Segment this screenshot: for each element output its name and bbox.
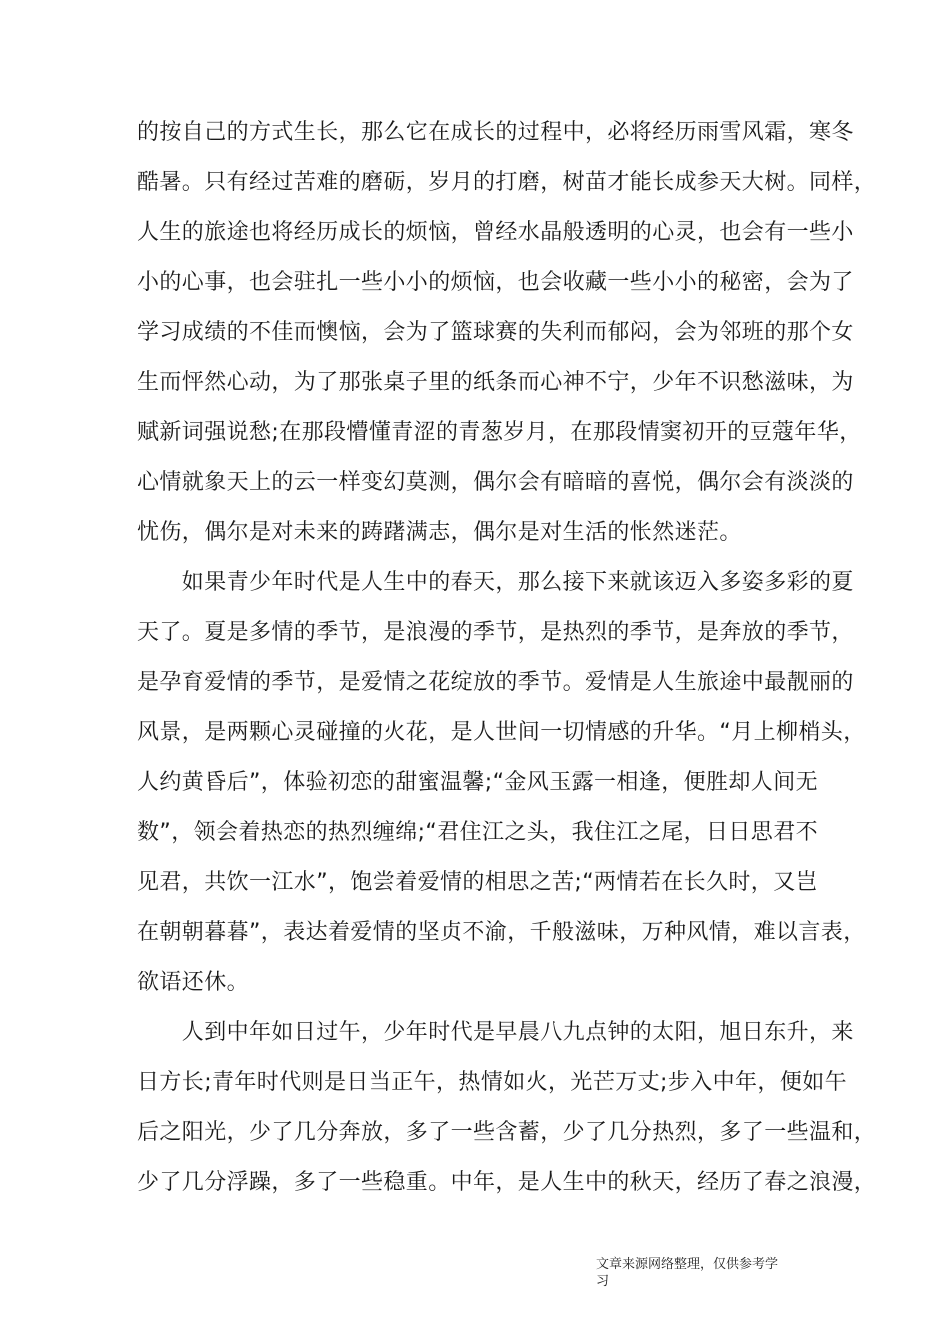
- text-line: 日方长;青年时代则是日当正午，热情如火，光芒万丈;步入中年，便如午: [137, 1070, 848, 1095]
- text-line: 人到中年如日过午，少年时代是早晨八九点钟的太阳，旭日东升，来: [137, 1020, 854, 1045]
- text-line: 的按自己的方式生长，那么它在成长的过程中，必将经历雨雪风霜，寒冬: [137, 120, 854, 145]
- text-line: 人生的旅途也将经历成长的烦恼，曾经水晶般透明的心灵，也会有一些小: [137, 220, 854, 245]
- text-line: 酷暑。只有经过苦难的磨砺，岁月的打磨，树苗才能长成参天大树。同样，: [137, 170, 877, 195]
- text-line: 数”，领会着热恋的热烈缠绵;“君住江之头，我住江之尾，日日思君不: [137, 820, 819, 845]
- text-line: 学习成绩的不佳而懊恼，会为了篮球赛的失利而郁闷，会为邻班的那个女: [137, 320, 854, 345]
- text-line: 赋新词强说愁;在那段懵懂青涩的青葱岁月，在那段情窦初开的豆蔻年华，: [137, 420, 862, 445]
- text-line: 欲语还休。: [137, 970, 250, 995]
- text-line: 见君，共饮一江水”，饱尝着爱情的相思之苦;“两情若在长久时，又岂: [137, 870, 819, 895]
- text-line: 忧伤，偶尔是对未来的踌躇满志，偶尔是对生活的怅然迷茫。: [137, 520, 742, 545]
- footer-note-line-2: 习: [596, 1274, 610, 1289]
- text-line: 少了几分浮躁，多了一些稳重。中年，是人生中的秋天，经历了春之浪漫，: [137, 1170, 877, 1195]
- text-line: 天了。夏是多情的季节，是浪漫的季节，是热烈的季节，是奔放的季节，: [137, 620, 854, 645]
- text-line: 风景，是两颗心灵碰撞的火花，是人世间一切情感的升华。“月上柳梢头，: [137, 720, 866, 745]
- footer-source-note: [596, 1256, 796, 1290]
- footer-note-line-1: 文章来源网络整理，仅供参考学: [596, 1257, 779, 1272]
- text-line: 在朝朝暮暮”，表达着爱情的坚贞不渝，千般滋味，万种风情，难以言表，: [137, 920, 866, 945]
- text-line: 是孕育爱情的季节，是爱情之花绽放的季节。爱情是人生旅途中最靓丽的: [137, 670, 854, 695]
- text-line: 心情就象天上的云一样变幻莫测，偶尔会有暗暗的喜悦，偶尔会有淡淡的: [137, 470, 854, 495]
- text-line: 生而怦然心动，为了那张桌子里的纸条而心神不宁，少年不识愁滋味，为: [137, 370, 854, 395]
- text-line: 人约黄昏后”，体验初恋的甜蜜温馨;“金风玉露一相逢，便胜却人间无: [137, 770, 819, 795]
- text-line: 小的心事，也会驻扎一些小小的烦恼，也会收藏一些小小的秘密，会为了: [137, 270, 854, 295]
- text-line: 如果青少年时代是人生中的春天，那么接下来就该迈入多姿多彩的夏: [137, 570, 854, 595]
- text-line: 后之阳光，少了几分奔放，多了一些含蓄，少了几分热烈，多了一些温和，: [137, 1120, 877, 1145]
